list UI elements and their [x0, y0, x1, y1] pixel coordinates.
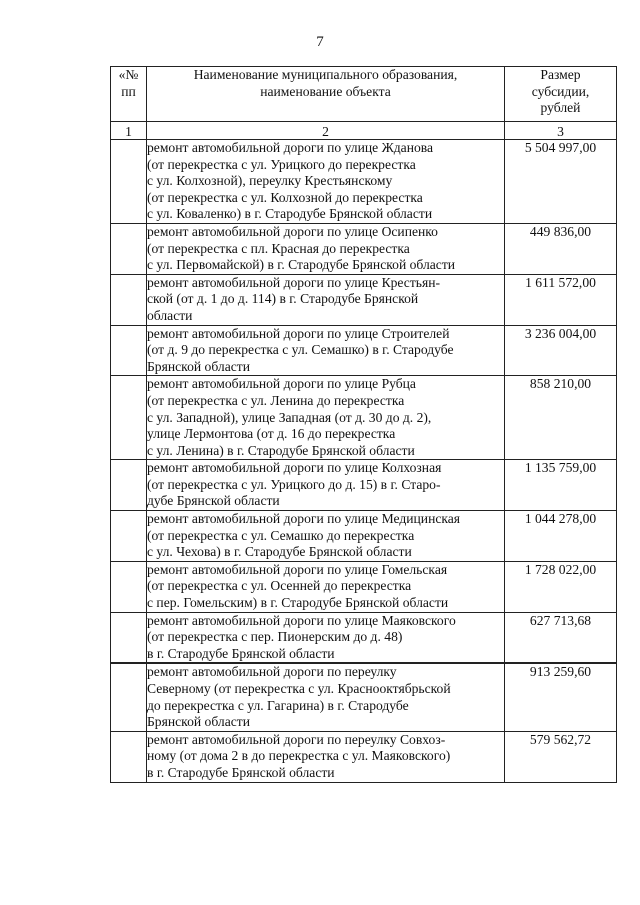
row-index-cell: [111, 561, 147, 612]
header-line: Размер: [540, 67, 581, 82]
subsidy-table: [110, 66, 617, 783]
subsidy-amount-cell: 1 044 278,00: [505, 511, 617, 562]
table-row: [111, 561, 617, 612]
object-name-line: Брянской области: [147, 714, 250, 730]
row-index-cell: [111, 460, 147, 511]
table-row: [111, 140, 617, 224]
object-name-cell: [147, 561, 505, 612]
row-index-cell: [111, 140, 147, 224]
object-name-line: с ул. Западной), улице Западная (от д. 30 до д. 2),: [147, 409, 432, 425]
object-name-line: (от перекрестка с пл. Красная до перекрестка: [147, 240, 410, 256]
object-name-cell: [147, 511, 505, 562]
object-name-line: (от перекрестка с ул. Урицкого до д. 15) в г. Старо-: [147, 476, 441, 492]
object-name-line: с ул. Колхозной), переулку Крестьянскому: [147, 173, 393, 189]
object-name-line: дубе Брянской области: [147, 493, 280, 509]
header-line: «№: [118, 67, 139, 82]
header-line: субсидии,: [531, 83, 590, 99]
row-index-cell: [111, 325, 147, 376]
header-line: Наименование муниципального образования,: [193, 67, 458, 82]
subsidy-amount-cell: 1 611 572,00: [505, 274, 617, 325]
object-name-line: с ул. Первомайской) в г. Стародубе Брянской области: [147, 257, 456, 273]
subsidy-amount-cell: 913 259,60: [505, 663, 617, 731]
table-row: [111, 731, 617, 782]
object-name-line: с пер. Гомельским) в г. Стародубе Брянской области: [147, 595, 449, 611]
row-index-cell: [111, 376, 147, 460]
object-name-line: с ул. Коваленко) в г. Стародубе Брянской области: [147, 206, 433, 222]
header-name: [147, 67, 505, 122]
row-index-cell: [111, 274, 147, 325]
header-amount: [505, 67, 617, 122]
object-name-cell: [147, 612, 505, 663]
object-name-line: Северному (от перекрестка с ул. Краснооктябрьской: [147, 681, 451, 696]
table-row: [111, 223, 617, 274]
subsidy-amount-cell: 449 836,00: [505, 223, 617, 274]
object-name-cell: [147, 274, 505, 325]
column-number-row: [111, 122, 617, 140]
row-index-cell: [111, 731, 147, 782]
subsidy-amount-cell: 1 135 759,00: [505, 460, 617, 511]
subsidy-amount-cell: 858 210,00: [505, 376, 617, 460]
table-row: [111, 460, 617, 511]
object-name-line: в г. Стародубе Брянской области: [147, 764, 335, 780]
header-line: рублей: [540, 100, 581, 116]
row-index-cell: [111, 223, 147, 274]
object-name-line: Брянской области: [147, 358, 250, 374]
object-name-cell: [147, 325, 505, 376]
object-name-line: улице Лермонтова (от д. 16 до перекрестка: [147, 426, 396, 442]
object-name-cell: [147, 223, 505, 274]
table-row: [111, 511, 617, 562]
table-row: [111, 612, 617, 663]
object-name-cell: [147, 140, 505, 224]
header-line: наименование объекта: [260, 83, 391, 99]
object-name-line: (от перекрестка с ул. Урицкого до перекрестка: [147, 156, 416, 172]
table-row: [111, 274, 617, 325]
page-number: 7: [316, 34, 324, 50]
row-index-cell: [111, 511, 147, 562]
object-name-line: ремонт автомобильной дороги по улице Медицинская: [147, 511, 461, 527]
object-name-line: (от перекрестка с ул. Осенней до перекрестка: [147, 578, 412, 594]
object-name-line: ремонт автомобильной дороги по улице Маяковского: [147, 612, 456, 628]
object-name-line: ремонт автомобильной дороги по переулку: [147, 664, 397, 680]
object-name-line: ской (от д. 1 до д. 114) в г. Стародубе Брянской: [147, 291, 419, 307]
object-name-cell: [147, 376, 505, 460]
subsidy-amount-cell: 1 728 022,00: [505, 561, 617, 612]
header-number: [111, 67, 147, 122]
object-name-cell: [147, 731, 505, 782]
object-name-cell: [147, 460, 505, 511]
object-name-line: с ул. Чехова) в г. Стародубе Брянской области: [147, 544, 412, 560]
object-name-line: до перекрестка с ул. Гагарина) в г. Стародубе: [147, 697, 409, 713]
object-name-line: ремонт автомобильной дороги по улице Рубца: [147, 376, 416, 392]
object-name-line: ному (от дома 2 в до перекрестка с ул. Маяковского): [147, 748, 451, 764]
row-index-cell: [111, 612, 147, 663]
column-number: 2: [147, 122, 505, 140]
table-row: [111, 325, 617, 376]
header-line: пп: [121, 83, 136, 99]
subsidy-amount-cell: 5 504 997,00: [505, 140, 617, 224]
object-name-line: (от перекрестка с ул. Семашко до перекрестка: [147, 527, 415, 543]
object-name-line: ремонт автомобильной дороги по улице Строителей: [147, 325, 450, 341]
object-name-line: в г. Стародубе Брянской области: [147, 645, 335, 661]
object-name-line: (от д. 9 до перекрестка с ул. Семашко) в г. Стародубе: [147, 342, 454, 358]
object-name-line: (от перекрестка с пер. Пионерским до д. 48): [147, 629, 403, 645]
subsidy-amount-cell: 3 236 004,00: [505, 325, 617, 376]
object-name-line: ремонт автомобильной дороги по улице Жданова: [147, 140, 434, 155]
object-name-line: ремонт автомобильной дороги по улице Гомельская: [147, 561, 448, 577]
column-number: 3: [505, 122, 617, 140]
subsidy-amount-cell: 627 713,68: [505, 612, 617, 663]
column-number: 1: [111, 122, 147, 140]
table-row: [111, 663, 617, 731]
object-name-line: ремонт автомобильной дороги по улице Осипенко: [147, 223, 438, 239]
object-name-line: с ул. Ленина) в г. Стародубе Брянской области: [147, 442, 415, 458]
object-name-line: ремонт автомобильной дороги по улице Колхозная: [147, 460, 442, 476]
object-name-line: ремонт автомобильной дороги по улице Крестьян-: [147, 274, 441, 290]
object-name-line: (от перекрестка с ул. Колхозной до перекрестка: [147, 189, 423, 205]
object-name-line: ремонт автомобильной дороги по переулку Совхоз-: [147, 731, 446, 747]
object-name-cell: [147, 663, 505, 731]
object-name-line: области: [147, 307, 193, 323]
row-index-cell: [111, 663, 147, 731]
table-header-row: [111, 67, 617, 122]
subsidy-amount-cell: 579 562,72: [505, 731, 617, 782]
object-name-line: (от перекрестка с ул. Ленина до перекрестка: [147, 392, 405, 408]
table-row: [111, 376, 617, 460]
